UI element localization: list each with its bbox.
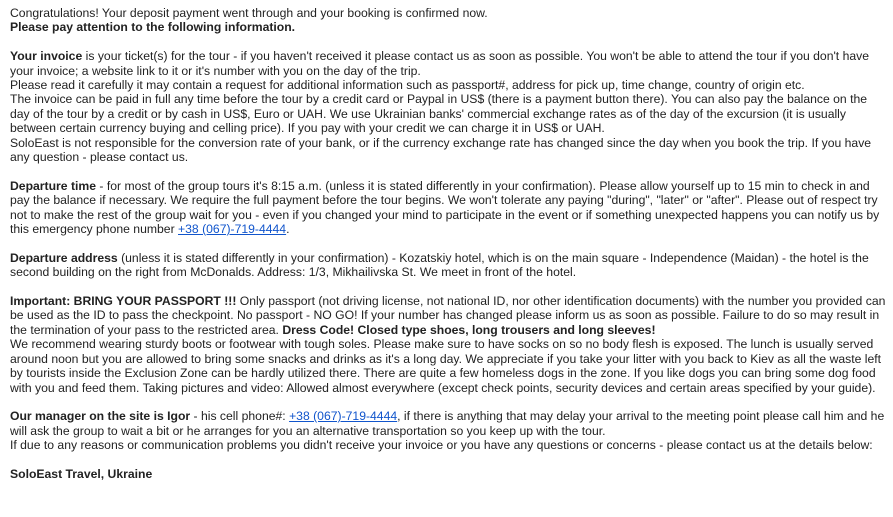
departure-time-section <box>10 179 887 237</box>
manager-heading: Our manager on the site is Igor <box>10 409 191 424</box>
company-signature: SoloEast Travel, Ukraine <box>10 466 153 481</box>
departure-address-heading: Departure address <box>10 250 118 265</box>
invoice-text-3: The invoice can be paid in full any time before the tour by a credit card or Paypal in US$ (there is a payment button there). You can also pay the balance on the day of the tour by a credit or by cash in US$, Euro or UAH. We use Ukrainian banks' commercial exchange rates as of the day of the excursion (it is usually between certain currency buying and celling price). If you pay with your credit we can charge it in US$ or UAH. <box>10 92 868 136</box>
intro-attention: Please pay attention to the following information. <box>10 20 296 35</box>
departure-address-text: (unless it is stated differently in your confirmation) - Kozatskiy hotel, which is on the main square - Independence (Maidan) - the hotel is the second building on the right from McDonalds. Address: 1/3, Mikhailivska St. We meet in front of the hotel. <box>10 250 869 280</box>
important-text-1: Only passport (not driving license, not national ID, nor other identification documents) with the number you provided can be used as the ID to pass the checkpoint. No passport - NO GO! If your number has changed please inform us as soon as possible. Failure to do so may result in the termination of your pass to the restricted area. <box>10 294 886 337</box>
departure-time-text: - for most of the group tours it's 8:15 a.m. (unless it is stated differently in your confirmation). Please allow yourself up to 15 min to check in and pay the balance if necessary. We require the full payment before the tour begins. We won't tolerate any paying "during", "later" or "after". Please out of respect try not to make the rest of the group wait for you - even if you changed your mind to participate in the event or if something unexpected happens you can notify us by this emergency phone number <box>10 178 880 237</box>
important-text-2: We recommend wearing sturdy boots or footwear with tough soles. Please make sure to have socks on so no body flesh is exposed. The lunch is usually served around noon but you are allowed to bring some snacks and drinks as it's a long day. We appreciate if you take your litter with you back to Kiev as all the waste left by tourists inside the Exclusion Zone can be hardly utilized there. There are quite a few homeless dogs in the zone. If you like dogs you can bring some dog food with you and feed them. Taking pictures and video: Allowed almost everywhere (except check points, security devices and certain areas specified by your guide). <box>10 337 882 395</box>
manager-text-1: - his cell phone#: <box>190 409 290 424</box>
manager-text-2: , if there is anything that may delay your arrival to the meeting point please call him and he will ask the group to wait a bit or he arranges for you an alternative transportation so you keep up with the tour. <box>10 409 885 438</box>
signature-section <box>10 467 887 481</box>
departure-address-section <box>10 251 887 280</box>
dress-code-notice: Dress Code! Closed type shoes, long trousers and long sleeves! <box>282 322 656 337</box>
invoice-text-2: Please read it carefully it may contain a request for additional information such as passport#, address for pick up, time change, country of origin etc. <box>10 78 805 93</box>
invoice-heading: Your invoice <box>10 49 83 64</box>
departure-time-heading: Departure time <box>10 178 97 193</box>
important-section <box>10 294 887 395</box>
invoice-section <box>10 49 887 164</box>
manager-section <box>10 409 887 452</box>
manager-phone-link[interactable]: +38 (067)-719-4444 <box>289 409 398 424</box>
manager-text-3: If due to any reasons or communication problems you didn't receive your invoice or you have any questions or concerns - please contact us at the details below: <box>10 438 873 453</box>
emergency-phone-link[interactable]: +38 (067)-719-4444 <box>178 222 287 237</box>
intro-congratulations: Congratulations! Your deposit payment went through and your booking is confirmed now. <box>10 6 488 20</box>
intro-section <box>10 6 887 35</box>
important-heading: Important: BRING YOUR PASSPORT !!! <box>10 294 237 309</box>
invoice-text-1: is your ticket(s) for the tour - if you haven't received it please contact us as soon as possible. You won't be able to attend the tour if you don't have your invoice; a website link to it or it's number with you on the day of the trip. <box>10 49 870 78</box>
invoice-text-4: SoloEast is not responsible for the conversion rate of your bank, or if the currency exchange rate has changed since the day when you book the trip. If you have any question - please contact us. <box>10 135 872 165</box>
departure-time-end: . <box>286 222 290 237</box>
